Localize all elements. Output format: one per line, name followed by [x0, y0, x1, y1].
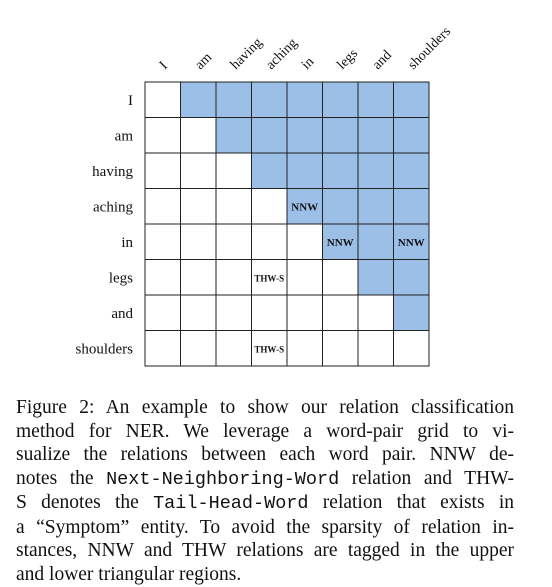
- caption-line-5: [16, 491, 514, 516]
- grid-cell: [252, 82, 288, 118]
- grid-cell: [358, 224, 394, 260]
- grid-cell: [394, 260, 430, 296]
- relation-tag: NNW: [397, 236, 425, 249]
- grid-cell: [323, 260, 359, 296]
- grid-cell: [252, 295, 288, 331]
- grid-cell: [323, 189, 359, 225]
- grid-cell: [181, 331, 217, 367]
- grid-cell: [181, 295, 217, 331]
- relation-tag: NNW: [326, 236, 354, 249]
- row-label: am: [114, 128, 133, 145]
- grid-cell: [145, 153, 181, 189]
- grid-cell: [394, 295, 430, 331]
- row-label: and: [111, 305, 133, 322]
- row-label: I: [128, 92, 133, 109]
- grid-cell: [252, 153, 288, 189]
- row-label: aching: [93, 199, 133, 216]
- relation-name-thw: Tail-Head-Word: [153, 493, 309, 514]
- caption-line-1: Figure 2: An example to show our relation classification: [16, 397, 514, 418]
- grid-cells: [145, 82, 429, 366]
- grid-cell: [181, 224, 217, 260]
- grid-cell: [287, 153, 323, 189]
- grid-cell: [216, 153, 252, 189]
- grid-cell: [394, 153, 430, 189]
- grid-cell: [145, 224, 181, 260]
- caption-line-2: method for NER. We leverage a word-pair grid to vi-: [16, 420, 514, 442]
- caption-text: S denotes the: [16, 492, 154, 513]
- relation-tag: NNW: [291, 201, 319, 214]
- row-label: legs: [108, 270, 133, 287]
- grid-cell: [181, 82, 217, 118]
- grid-cell: [358, 260, 394, 296]
- grid-cell: [252, 118, 288, 154]
- grid-cell: [216, 118, 252, 154]
- grid-cell: [358, 118, 394, 154]
- relation-name-nnw: Next-Neighboring-Word: [106, 468, 340, 490]
- grid-cell: [216, 224, 252, 260]
- grid-cell: [216, 260, 252, 296]
- column-labels: [157, 24, 454, 73]
- grid-cell: [145, 189, 181, 225]
- caption-line-4: [16, 467, 514, 492]
- caption-text: relation that exists in: [308, 492, 515, 513]
- caption-line-3: sualize the relations between each word pair. NNW de-: [16, 444, 514, 465]
- column-label: and: [369, 47, 395, 73]
- row-label: in: [121, 234, 133, 251]
- grid-cell: [323, 82, 359, 118]
- grid-cell: [394, 331, 430, 367]
- grid-cell: [181, 260, 217, 296]
- row-label: having: [92, 163, 133, 180]
- row-label: shoulders: [75, 341, 133, 358]
- grid-cell: [287, 331, 323, 367]
- grid-cell: [358, 189, 394, 225]
- grid-cell: [394, 189, 430, 225]
- grid-cell: [358, 331, 394, 367]
- column-label: am: [192, 50, 216, 73]
- relation-tag: THW-S: [254, 344, 285, 355]
- grid-cell: [287, 118, 323, 154]
- grid-cell: [216, 189, 252, 225]
- caption-line-6: a “Symptom” entity. To avoid the sparsity of relation in-: [16, 516, 514, 538]
- grid-cell: [216, 331, 252, 367]
- column-label: I: [156, 58, 171, 73]
- figure-caption: [16, 396, 514, 586]
- row-labels: [76, 93, 134, 358]
- grid-cell: [216, 82, 252, 118]
- grid-cell: [323, 295, 359, 331]
- grid-cell: [394, 82, 430, 118]
- grid-cell: [181, 189, 217, 225]
- grid-cell: [358, 295, 394, 331]
- grid-cell: [252, 189, 288, 225]
- caption-line-8: and lower triangular regions.: [16, 563, 242, 585]
- grid-cell: [323, 118, 359, 154]
- grid-cell: [145, 295, 181, 331]
- column-label: legs: [334, 46, 362, 73]
- grid-cell: [145, 331, 181, 367]
- caption-line-7: stances, NNW and THW relations are tagged in the upper: [16, 540, 514, 561]
- grid-cell: [358, 153, 394, 189]
- grid-cell: [287, 224, 323, 260]
- grid-cell: [394, 118, 430, 154]
- grid-cell: [323, 153, 359, 189]
- grid-cell: [287, 82, 323, 118]
- grid-cell: [145, 260, 181, 296]
- caption-text: notes the: [16, 467, 107, 489]
- grid-cell: [287, 260, 323, 296]
- grid-cell: [145, 82, 181, 118]
- column-label: having: [227, 35, 266, 73]
- column-label: shoulders: [405, 24, 455, 73]
- grid-cell: [181, 118, 217, 154]
- grid-cell: [287, 295, 323, 331]
- grid-cell: [181, 153, 217, 189]
- grid-cell: [216, 295, 252, 331]
- relation-tag: THW-S: [254, 273, 285, 284]
- grid-cell: [145, 118, 181, 154]
- column-label: aching: [263, 35, 301, 73]
- caption-text: relation and THW-: [339, 467, 514, 489]
- grid-cell: [323, 331, 359, 367]
- grid-cell: [252, 224, 288, 260]
- column-label: in: [298, 54, 318, 73]
- grid-cell: [358, 82, 394, 118]
